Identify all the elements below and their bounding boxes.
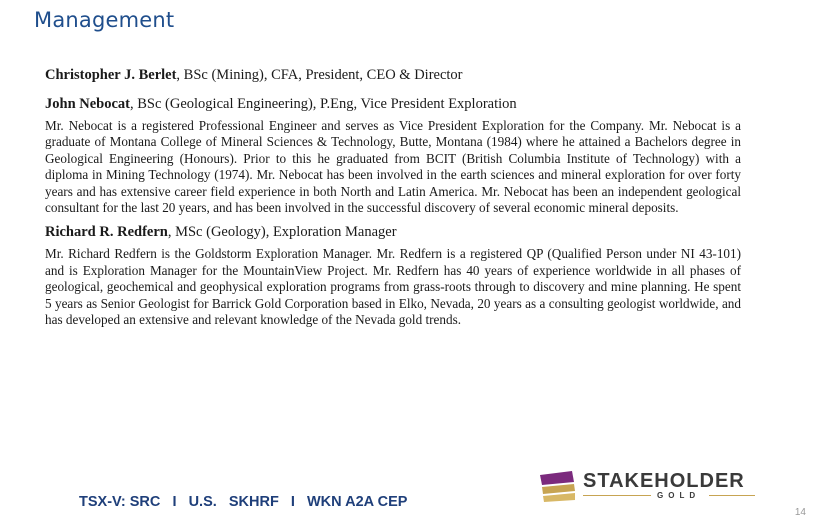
logo-divider [709,495,755,496]
logo-mark-icon [537,469,577,503]
person-heading-redfern [45,223,741,241]
ticker-symbols: TSX-V: SRC I U.S. SKHRF I WKN A2A CEP [79,494,408,510]
person-credentials: , BSc (Mining), CFA, President, CEO & Director [176,67,463,83]
page-number: 14 [794,507,806,518]
person-credentials: , MSc (Geology), Exploration Manager [167,224,397,241]
logo-wordmark: STAKEHOLDER [583,470,745,492]
page-title: Management [34,8,175,32]
logo-divider [583,495,651,496]
stakeholder-gold-logo [537,466,759,504]
person-name: Christopher J. Berlet [45,67,177,83]
person-bio-redfern: Mr. Richard Redfern is the Goldstorm Exploration Manager. Mr. Redfern is a registered QP (Qualified Person under NI 43-101) and is Exploration Manager for the MountainView Project. Mr. Redfern has 40 years of experience worldwide in all phases of geological, geochemical and geophysical exploration programs from grass-roots through to discovery and mine planning. He spent 5 years as Senior Geologist for Barrick Gold Corporation based in Elko, Nevada, 20 years as a consulting geologist worldwide, and has developed an extensive and relevant knowledge of the Nevada gold trends. [45,246,741,328]
management-list [45,66,741,328]
person-credentials: , BSc (Geological Engineering), P.Eng, Vice President Exploration [130,96,517,112]
person-heading-berlet [45,66,741,84]
person-bio-nebocat: Mr. Nebocat is a registered Professional Engineer and serves as Vice President Exploration for the Company. Mr. Nebocat is a graduate of Montana College of Mineral Sciences & Technology, Butte, Montana (1984) where he attained a Bachelors degree in Geological Engineering (Honours). Prior to this he graduated from BCIT (British Columbia Institute of Technology) with a diploma in Mining Technology (1974). Mr. Nebocat has been involved in the earth sciences and mineral exploration for over forty years and has extensive career field experience in both North and Latin America. Mr. Nebocat has been an independent geological consultant for the last 20 years, and has been involved in the successful discovery of several economic mineral deposits. [45,118,741,216]
person-name: Richard R. Redfern [45,224,168,241]
person-heading-nebocat [45,95,741,113]
person-name: John Nebocat [45,96,130,112]
logo-subword: GOLD [657,491,701,500]
